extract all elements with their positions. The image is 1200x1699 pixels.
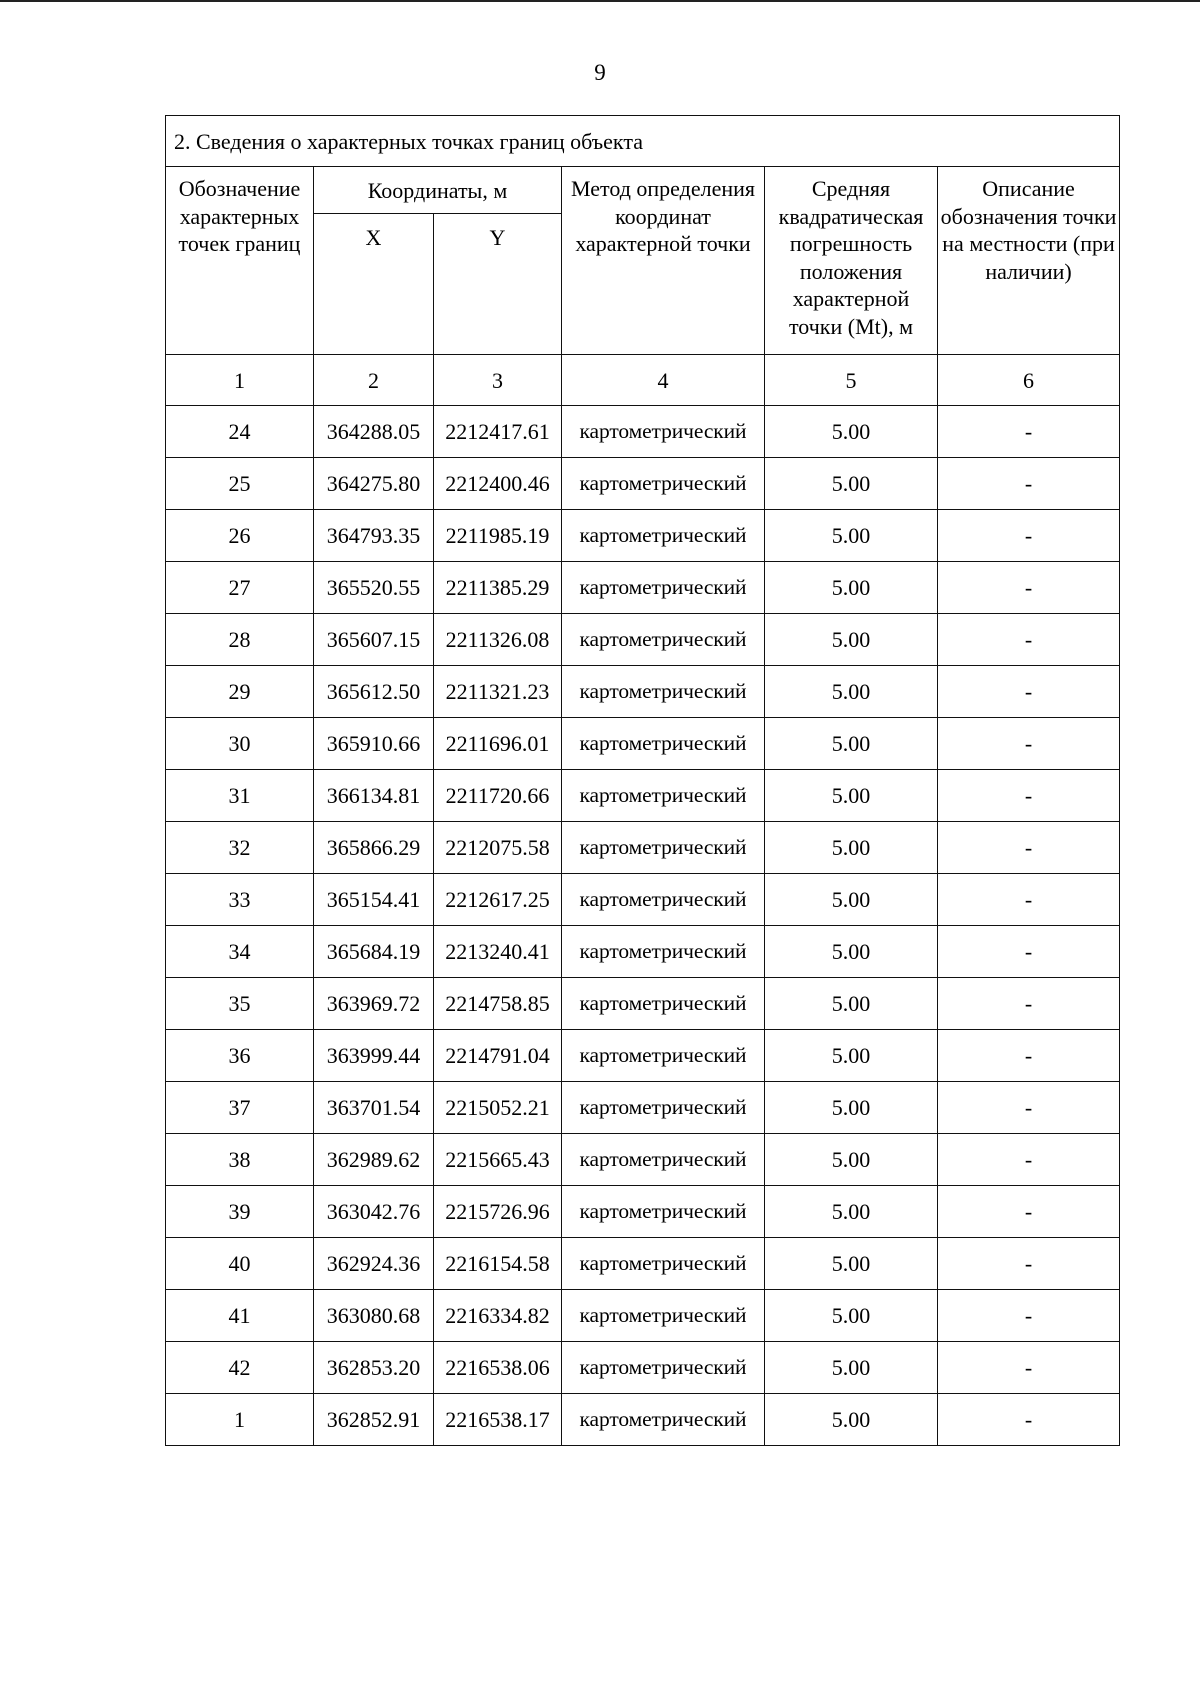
accuracy-cell: 5.00 (765, 1186, 938, 1238)
y-coordinate-cell: 2216538.17 (434, 1394, 562, 1446)
y-coordinate-cell: 2211326.08 (434, 614, 562, 666)
description-cell: - (938, 562, 1120, 614)
x-coordinate-cell: 363969.72 (314, 978, 434, 1030)
column-number: 4 (562, 355, 765, 406)
accuracy-cell: 5.00 (765, 1134, 938, 1186)
x-coordinate-cell: 362989.62 (314, 1134, 434, 1186)
table-row (166, 1082, 1120, 1134)
table-row (166, 1342, 1120, 1394)
page-top-border (0, 0, 1200, 2)
y-coordinate-cell: 2213240.41 (434, 926, 562, 978)
accuracy-cell: 5.00 (765, 1030, 938, 1082)
accuracy-cell: 5.00 (765, 458, 938, 510)
description-cell: - (938, 770, 1120, 822)
table-row (166, 666, 1120, 718)
column-number: 1 (166, 355, 314, 406)
table-row (166, 406, 1120, 458)
accuracy-cell: 5.00 (765, 1238, 938, 1290)
y-coordinate-cell: 2216538.06 (434, 1342, 562, 1394)
accuracy-cell: 5.00 (765, 1082, 938, 1134)
accuracy-cell: 5.00 (765, 978, 938, 1030)
x-coordinate-cell: 362852.91 (314, 1394, 434, 1446)
description-cell: - (938, 822, 1120, 874)
x-coordinate-cell: 364793.35 (314, 510, 434, 562)
x-coordinate-cell: 365607.15 (314, 614, 434, 666)
description-cell: - (938, 1290, 1120, 1342)
boundary-points-table (165, 115, 1120, 1446)
table-row (166, 1186, 1120, 1238)
point-id-cell: 39 (166, 1186, 314, 1238)
description-cell: - (938, 874, 1120, 926)
description-cell: - (938, 406, 1120, 458)
point-id-cell: 40 (166, 1238, 314, 1290)
table-row (166, 1394, 1120, 1446)
x-coordinate-cell: 365154.41 (314, 874, 434, 926)
y-coordinate-cell: 2212075.58 (434, 822, 562, 874)
header-method: Метод определения координат характерной точки (562, 167, 765, 355)
accuracy-cell: 5.00 (765, 406, 938, 458)
method-cell: картометрический (562, 458, 765, 510)
point-id-cell: 35 (166, 978, 314, 1030)
method-cell: картометрический (562, 1290, 765, 1342)
point-id-cell: 38 (166, 1134, 314, 1186)
accuracy-cell: 5.00 (765, 614, 938, 666)
x-coordinate-cell: 365910.66 (314, 718, 434, 770)
table-row (166, 1030, 1120, 1082)
table-row (166, 562, 1120, 614)
method-cell: картометрический (562, 406, 765, 458)
accuracy-cell: 5.00 (765, 822, 938, 874)
method-cell: картометрический (562, 666, 765, 718)
accuracy-cell: 5.00 (765, 510, 938, 562)
point-id-cell: 42 (166, 1342, 314, 1394)
x-coordinate-cell: 366134.81 (314, 770, 434, 822)
x-coordinate-cell: 363701.54 (314, 1082, 434, 1134)
description-cell: - (938, 926, 1120, 978)
y-coordinate-cell: 2211985.19 (434, 510, 562, 562)
description-cell: - (938, 1134, 1120, 1186)
description-cell: - (938, 458, 1120, 510)
method-cell: картометрический (562, 1238, 765, 1290)
x-coordinate-cell: 365520.55 (314, 562, 434, 614)
header-point-designation: Обозначение характерных точек границ (166, 167, 314, 355)
point-id-cell: 32 (166, 822, 314, 874)
point-id-cell: 34 (166, 926, 314, 978)
method-cell: картометрический (562, 614, 765, 666)
x-coordinate-cell: 363080.68 (314, 1290, 434, 1342)
description-cell: - (938, 1030, 1120, 1082)
column-number: 5 (765, 355, 938, 406)
accuracy-cell: 5.00 (765, 1290, 938, 1342)
description-cell: - (938, 1238, 1120, 1290)
x-coordinate-cell: 363042.76 (314, 1186, 434, 1238)
column-number-row (166, 355, 1120, 406)
column-number: 2 (314, 355, 434, 406)
description-cell: - (938, 978, 1120, 1030)
header-x: X (314, 214, 434, 355)
y-coordinate-cell: 2216334.82 (434, 1290, 562, 1342)
method-cell: картометрический (562, 1082, 765, 1134)
method-cell: картометрический (562, 1342, 765, 1394)
description-cell: - (938, 510, 1120, 562)
y-coordinate-cell: 2215665.43 (434, 1134, 562, 1186)
y-coordinate-cell: 2212400.46 (434, 458, 562, 510)
point-id-cell: 28 (166, 614, 314, 666)
description-cell: - (938, 1082, 1120, 1134)
table-row (166, 718, 1120, 770)
table-row (166, 770, 1120, 822)
table-row (166, 978, 1120, 1030)
table-row (166, 1290, 1120, 1342)
x-coordinate-cell: 362924.36 (314, 1238, 434, 1290)
y-coordinate-cell: 2211720.66 (434, 770, 562, 822)
point-id-cell: 26 (166, 510, 314, 562)
header-y: Y (434, 214, 562, 355)
x-coordinate-cell: 363999.44 (314, 1030, 434, 1082)
y-coordinate-cell: 2211385.29 (434, 562, 562, 614)
header-row (166, 167, 1120, 214)
x-coordinate-cell: 365684.19 (314, 926, 434, 978)
y-coordinate-cell: 2215052.21 (434, 1082, 562, 1134)
table-row (166, 458, 1120, 510)
y-coordinate-cell: 2215726.96 (434, 1186, 562, 1238)
description-cell: - (938, 1394, 1120, 1446)
table-row (166, 1134, 1120, 1186)
x-coordinate-cell: 362853.20 (314, 1342, 434, 1394)
x-coordinate-cell: 364288.05 (314, 406, 434, 458)
method-cell: картометрический (562, 770, 765, 822)
point-id-cell: 1 (166, 1394, 314, 1446)
accuracy-cell: 5.00 (765, 1394, 938, 1446)
table-row (166, 614, 1120, 666)
y-coordinate-cell: 2211696.01 (434, 718, 562, 770)
table-row (166, 874, 1120, 926)
description-cell: - (938, 1186, 1120, 1238)
table-row (166, 926, 1120, 978)
table-row (166, 1238, 1120, 1290)
method-cell: картометрический (562, 1394, 765, 1446)
method-cell: картометрический (562, 1134, 765, 1186)
point-id-cell: 30 (166, 718, 314, 770)
method-cell: картометрический (562, 874, 765, 926)
y-coordinate-cell: 2214791.04 (434, 1030, 562, 1082)
method-cell: картометрический (562, 718, 765, 770)
table-title-row (166, 116, 1120, 167)
description-cell: - (938, 1342, 1120, 1394)
table-row (166, 510, 1120, 562)
page-number: 9 (594, 60, 606, 85)
method-cell: картометрический (562, 562, 765, 614)
y-coordinate-cell: 2216154.58 (434, 1238, 562, 1290)
table-row (166, 822, 1120, 874)
point-id-cell: 37 (166, 1082, 314, 1134)
point-id-cell: 41 (166, 1290, 314, 1342)
description-cell: - (938, 614, 1120, 666)
description-cell: - (938, 666, 1120, 718)
point-id-cell: 33 (166, 874, 314, 926)
header-description: Описание обозначения точки на местности (при наличии) (938, 167, 1120, 355)
method-cell: картометрический (562, 1186, 765, 1238)
accuracy-cell: 5.00 (765, 926, 938, 978)
y-coordinate-cell: 2212417.61 (434, 406, 562, 458)
method-cell: картометрический (562, 926, 765, 978)
header-coordinates: Координаты, м (314, 167, 562, 214)
method-cell: картометрический (562, 1030, 765, 1082)
header-accuracy: Средняя квадратическая погрешность положения характерной точки (Mt), м (765, 167, 938, 355)
column-number: 3 (434, 355, 562, 406)
table-title: 2. Сведения о характерных точках границ объекта (166, 116, 1120, 167)
point-id-cell: 31 (166, 770, 314, 822)
x-coordinate-cell: 364275.80 (314, 458, 434, 510)
method-cell: картометрический (562, 978, 765, 1030)
point-id-cell: 29 (166, 666, 314, 718)
method-cell: картометрический (562, 510, 765, 562)
accuracy-cell: 5.00 (765, 1342, 938, 1394)
point-id-cell: 25 (166, 458, 314, 510)
point-id-cell: 27 (166, 562, 314, 614)
accuracy-cell: 5.00 (765, 874, 938, 926)
x-coordinate-cell: 365612.50 (314, 666, 434, 718)
point-id-cell: 24 (166, 406, 314, 458)
y-coordinate-cell: 2211321.23 (434, 666, 562, 718)
description-cell: - (938, 718, 1120, 770)
x-coordinate-cell: 365866.29 (314, 822, 434, 874)
method-cell: картометрический (562, 822, 765, 874)
y-coordinate-cell: 2214758.85 (434, 978, 562, 1030)
y-coordinate-cell: 2212617.25 (434, 874, 562, 926)
accuracy-cell: 5.00 (765, 718, 938, 770)
accuracy-cell: 5.00 (765, 770, 938, 822)
column-number: 6 (938, 355, 1120, 406)
accuracy-cell: 5.00 (765, 666, 938, 718)
point-id-cell: 36 (166, 1030, 314, 1082)
accuracy-cell: 5.00 (765, 562, 938, 614)
